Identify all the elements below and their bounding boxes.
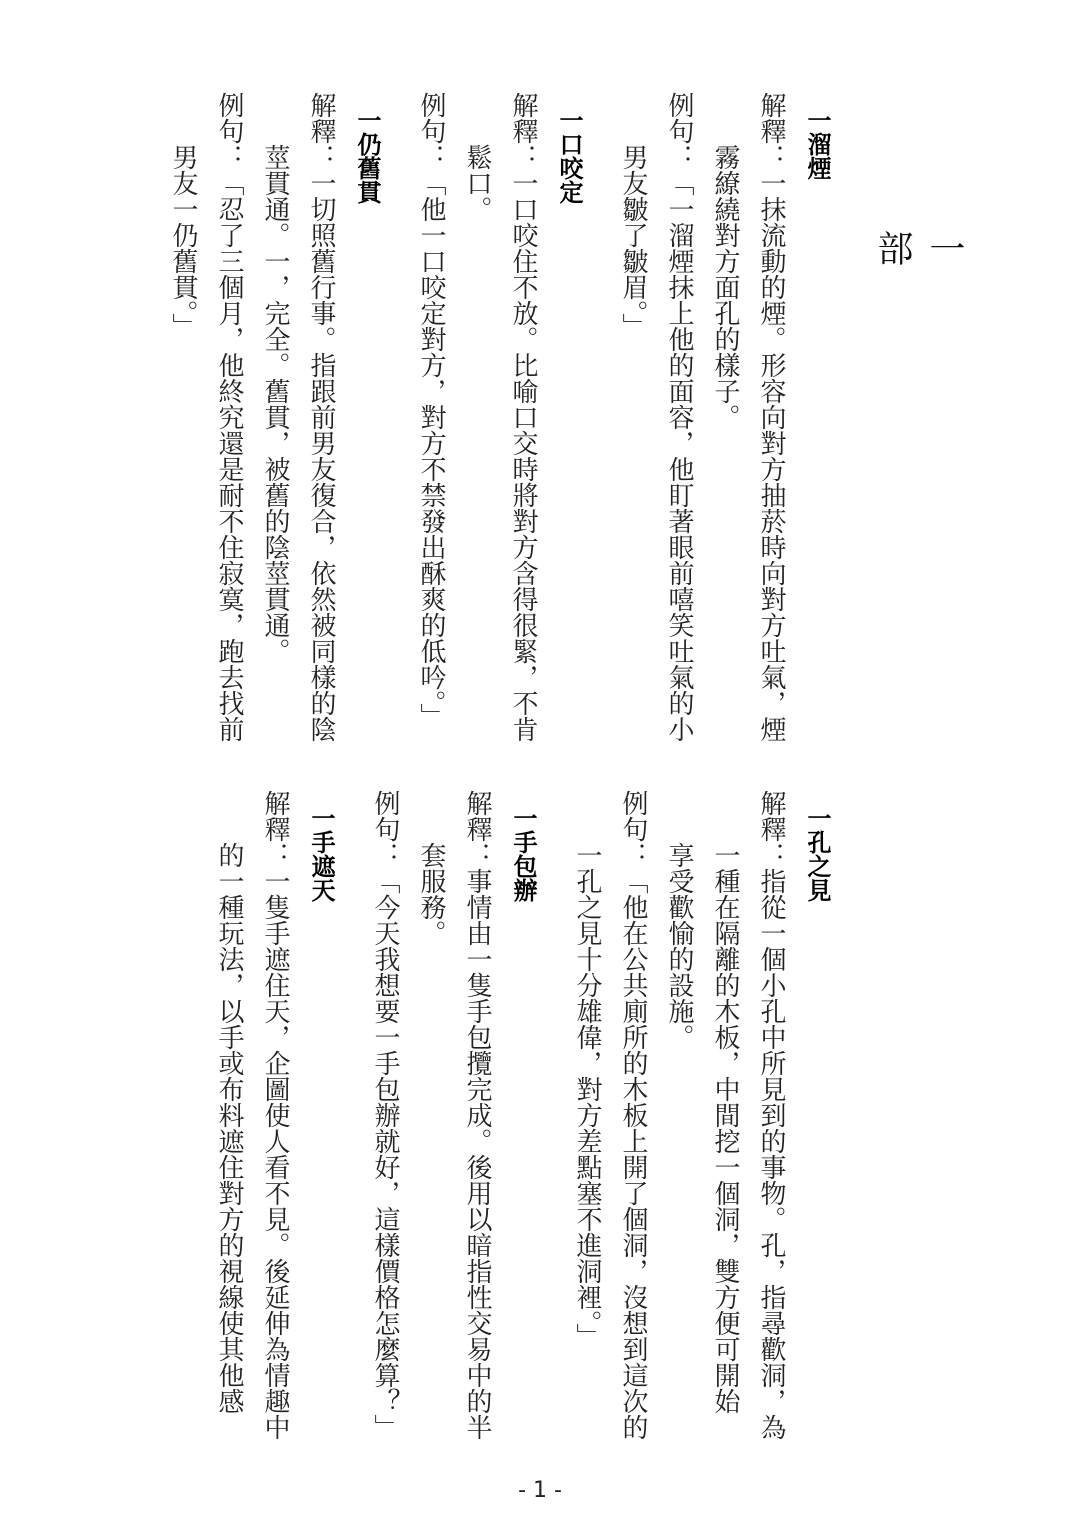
entry-example-line: 例句：「一溜煙抹上他的面容，他盯著眼前嘻笑吐氣的小 xyxy=(664,92,694,742)
entry-continuation-line: 鬆口。 xyxy=(462,144,492,222)
dictionary-entry xyxy=(362,790,546,1480)
entry-continuation-line: 霧繚繞對方面孔的樣子。 xyxy=(710,144,740,430)
entry-definition-line: 解釋：一口咬住不放。比喻口交時將對方含得很緊，不肯 xyxy=(508,92,538,742)
dictionary-entry xyxy=(408,92,592,742)
entry-definition-line: 解釋：指從一個小孔中所見到的事物。孔，指尋歡洞，為 xyxy=(756,790,786,1440)
entry-continuation-line: 一孔之見十分雄偉，對方差點塞不進洞裡。」 xyxy=(572,842,602,1349)
entry-headword: 一手遮天 xyxy=(307,806,335,902)
entry-definition-line: 解釋：事情由一隻手包攬完成。後用以暗指性交易中的半 xyxy=(462,790,492,1440)
entry-continuation-line: 莖貫通。一，完全。舊貫，被舊的陰莖貫通。 xyxy=(260,144,290,664)
entries-bottom-container xyxy=(206,790,1080,1480)
entry-definition-line: 解釋：一隻手遮住天，企圖使人看不見。後延伸為情趣中 xyxy=(260,790,290,1440)
entry-definition-line: 解釋：一切照舊行事。指跟前男友復合，依然被同樣的陰 xyxy=(306,92,336,742)
entry-continuation-line: 男友一仍舊貫。」 xyxy=(168,144,198,339)
entry-headword: 一溜煙 xyxy=(803,108,831,180)
entry-continuation-line: 的一種玩法，以手或布料遮住對方的視線使其他感 xyxy=(214,842,244,1414)
entry-example-line: 例句：「他一口咬定對方，對方不禁發出酥爽的低吟。」 xyxy=(416,92,446,729)
entry-example-line: 例句：「今天我想要一手包辦就好，這樣價格怎麼算？」 xyxy=(370,790,400,1440)
entries-top-block xyxy=(0,92,1080,742)
entry-continuation-line: 享受歡愉的設施。 xyxy=(664,842,694,1050)
entry-example-line: 例句：「忍了三個月，他終究還是耐不住寂寞，跑去找前 xyxy=(214,92,244,742)
dictionary-entry xyxy=(610,92,840,742)
dictionary-entry xyxy=(206,790,344,1480)
entries-top-container xyxy=(160,92,1080,742)
page-number: - 1 - xyxy=(518,1478,562,1503)
entry-headword: 一口咬定 xyxy=(555,108,583,204)
dictionary-entry xyxy=(160,92,390,742)
entry-example-line: 例句：「他在公共廁所的木板上開了個洞，沒想到這次的 xyxy=(618,790,648,1440)
entry-headword: 一仍舊貫 xyxy=(353,108,381,204)
entry-definition-line: 解釋：一抹流動的煙。形容向對方抽菸時向對方吐氣，煙 xyxy=(756,92,786,742)
entry-headword: 一手包辦 xyxy=(509,806,537,902)
entry-continuation-line: 男友皺了皺眉。」 xyxy=(618,144,648,339)
entries-bottom-block xyxy=(0,790,1080,1480)
entry-continuation-line: 套服務。 xyxy=(416,842,446,946)
dictionary-entry xyxy=(564,790,840,1480)
entry-headword: 一孔之見 xyxy=(803,806,831,902)
entry-continuation-line: 一種在隔離的木板，中間挖一個洞，雙方便可開始 xyxy=(710,842,740,1414)
section-title: 一 部 xyxy=(872,230,965,284)
